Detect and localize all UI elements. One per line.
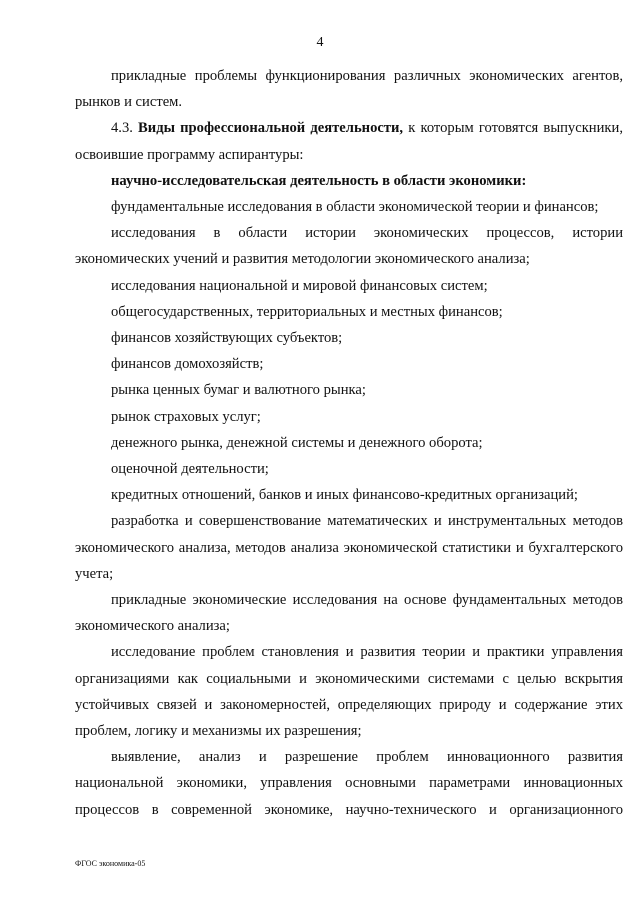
list-item: кредитных отношений, банков и иных финансово-кредитных организаций; xyxy=(111,487,578,504)
footer-label: ФГОС экономика-05 xyxy=(75,859,146,868)
list-item: рынок страховых услуг; xyxy=(111,408,261,425)
section-heading: Виды профессиональной деятельности, xyxy=(138,120,404,137)
list-item: исследования национальной и мировой финансовых систем; xyxy=(111,277,488,294)
section-heading-rest: к которым готовятся выпускники, освоившие программу аспирантуры: xyxy=(75,120,623,163)
list-item: денежного рынка, денежной системы и денежного оборота; xyxy=(111,434,483,451)
paragraph-applied-problems: прикладные проблемы функционирования различных экономических агентов, рынков и систем. xyxy=(75,68,623,111)
list-item: рынка ценных бумаг и валютного рынка; xyxy=(111,382,366,399)
activity-type-heading: научно-исследовательская деятельность в области экономики: xyxy=(111,172,527,189)
section-number: 4.3. xyxy=(111,120,133,137)
list-item: финансов домохозяйств; xyxy=(111,356,264,373)
list-item: выявление, анализ и разрешение проблем инновационного развития национальной экономики, управления основными параметрами инновационных процессов в современной экономике, научно-технического и организационного xyxy=(75,749,623,818)
list-item: оценочной деятельности; xyxy=(111,461,269,478)
list-item: разработка и совершенствование математических и инструментальных методов экономического анализа, методов анализа экономической статистики и бухгалтерского учета; xyxy=(75,513,623,582)
list-item: общегосударственных, территориальных и местных финансов; xyxy=(111,303,503,320)
list-item: исследование проблем становления и развития теории и практики управления организациями как социальными и экономическими системами с целью вскрытия устойчивых связей и закономерностей, определяющих природу и содержание этих проблем, логику и механизмы их разрешения; xyxy=(75,644,623,740)
list-item: финансов хозяйствующих субъектов; xyxy=(111,330,343,347)
list-item: фундаментальные исследования в области экономической теории и финансов; xyxy=(111,199,599,216)
list-item: прикладные экономические исследования на основе фундаментальных методов экономического анализа; xyxy=(75,592,623,635)
list-item: исследования в области истории экономических процессов, истории экономических учений и развития методологии экономического анализа; xyxy=(75,225,623,268)
paragraph-section-4-3 xyxy=(75,115,623,167)
document-body xyxy=(75,63,623,823)
page-number: 4 xyxy=(316,35,324,50)
